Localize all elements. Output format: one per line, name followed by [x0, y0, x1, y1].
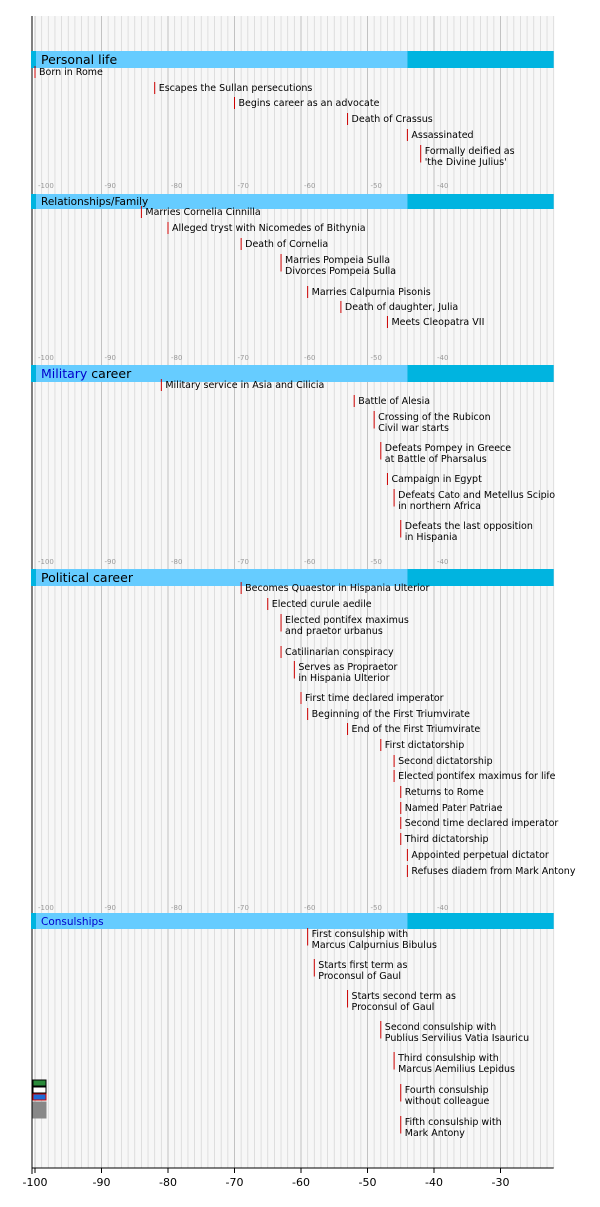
x-tick-label: -70	[225, 1176, 244, 1189]
event-label: at Battle of Pharsalus	[384, 454, 487, 465]
panel-tick-label: -80	[171, 904, 183, 912]
panel-tick-label: -40	[437, 558, 449, 566]
section-title	[41, 196, 148, 208]
event-label: Named Pater Patriae	[404, 803, 503, 814]
event-label: Crossing of the Rubicon	[378, 412, 491, 423]
event-label: First consulship with	[311, 929, 409, 940]
panel-tick-label: -100	[38, 558, 54, 566]
x-tick-label: -50	[358, 1176, 377, 1189]
event-label: Proconsul of Gaul	[351, 1002, 435, 1013]
event-label: Publius Servilius Vatia Isauricu	[384, 1033, 530, 1044]
panel-tick-label: -90	[104, 182, 116, 190]
event-label: Meets Cleopatra VII	[391, 317, 485, 328]
section-band-edge	[31, 913, 36, 929]
panel-tick-label: -40	[437, 354, 449, 362]
section-title-text: Relationships/Family	[41, 196, 149, 208]
event-label: Beginning of the First Triumvirate	[311, 709, 471, 720]
event-label: 'the Divine Julius'	[424, 157, 507, 168]
legend-swatch	[33, 1094, 46, 1100]
event-label: Escapes the Sullan persecutions	[158, 83, 313, 94]
section-title	[41, 570, 134, 585]
section-title-text: Personal life	[41, 52, 118, 67]
section-title	[41, 916, 104, 928]
x-tick-label: -80	[159, 1176, 177, 1189]
panel-tick-label: -100	[38, 182, 54, 190]
section-band-edge	[31, 51, 36, 68]
event-label: Mark Antony	[404, 1128, 465, 1139]
event-label: Marcus Calpurnius Bibulus	[311, 940, 437, 951]
panel-tick-label: -50	[370, 354, 382, 362]
panel-tick-label: -60	[304, 558, 316, 566]
event-label: Elected pontifex maximus for life	[398, 771, 556, 782]
event-label: Defeats the last opposition	[404, 521, 533, 532]
panel-tick-label: -100	[38, 354, 54, 362]
event-label: Military service in Asia and Cilicia	[165, 380, 325, 391]
event-label: Elected pontifex maximus	[285, 615, 409, 626]
event-label: Defeats Cato and Metellus Scipio	[398, 490, 556, 501]
event-label: First dictatorship	[384, 740, 465, 751]
event-label: Civil war starts	[378, 423, 449, 434]
legend-swatch	[33, 1080, 46, 1086]
event-label: Refuses diadem from Mark Antony	[411, 866, 576, 877]
event-label: in northern Africa	[398, 501, 481, 512]
section-band-right	[407, 913, 553, 929]
panel-tick-label: -50	[370, 558, 382, 566]
event-label: Death of daughter, Julia	[344, 302, 459, 313]
event-label: Defeats Pompey in Greece	[384, 443, 512, 454]
event-label: and praetor urbanus	[285, 626, 383, 637]
section-band-right	[407, 365, 553, 382]
panel-tick-label: -80	[171, 558, 183, 566]
panel-tick-label: -70	[237, 558, 249, 566]
event-label: Marries Cornelia Cinnilla	[145, 207, 261, 218]
x-tick-label: -60	[292, 1176, 310, 1189]
panel-tick-label: -90	[104, 354, 116, 362]
event-label: Fifth consulship with	[404, 1117, 502, 1128]
event-label: Assassinated	[411, 130, 474, 141]
event-label: Death of Cornelia	[245, 239, 329, 250]
event-label: Returns to Rome	[404, 787, 484, 798]
event-label: Starts first term as	[318, 960, 408, 971]
section-band-edge	[31, 365, 36, 382]
event-label: End of the First Triumvirate	[351, 724, 481, 735]
panel-tick-label: -70	[237, 354, 249, 362]
event-label: Divorces Pompeia Sulla	[285, 266, 397, 277]
event-label: in Hispania Ulterior	[298, 673, 390, 684]
panel-tick-label: -60	[304, 904, 316, 912]
event-label: Alleged tryst with Nicomedes of Bithynia	[172, 223, 366, 234]
event-label: Second consulship with	[384, 1022, 497, 1033]
event-label: Marcus Aemilius Lepidus	[398, 1064, 516, 1075]
panel-tick-label: -40	[437, 904, 449, 912]
event-label: Third dictatorship	[404, 834, 489, 845]
event-label: Second dictatorship	[398, 756, 493, 767]
x-tick-label: -40	[425, 1176, 443, 1189]
section-band-right	[407, 51, 553, 68]
panel-tick-label: -90	[104, 558, 116, 566]
event-label: Battle of Alesia	[358, 396, 431, 407]
section-title	[41, 52, 117, 67]
event-label: Becomes Quaestor in Hispania Ulterior	[245, 583, 430, 594]
event-label: Marries Calpurnia Pisonis	[311, 287, 431, 298]
section-title-highlight: Military	[41, 366, 88, 381]
section-title-highlight: Consulships	[41, 916, 104, 928]
event-label: First time declared imperator	[305, 693, 444, 704]
event-label: in Hispania	[404, 532, 458, 543]
section-band-edge	[31, 194, 36, 209]
legend-swatch	[33, 1087, 46, 1093]
x-tick-label: -100	[22, 1176, 48, 1189]
event-label: Begins career as an advocate	[238, 98, 380, 109]
event-label: Campaign in Egypt	[391, 474, 482, 485]
section-band-edge	[31, 569, 36, 586]
section-title-rest: career	[87, 366, 132, 381]
event-label: Third consulship with	[398, 1053, 499, 1064]
event-label: Born in Rome	[39, 67, 103, 78]
panel-tick-label: -70	[237, 904, 249, 912]
panel-tick-label: -80	[171, 182, 183, 190]
section-title	[41, 366, 132, 381]
event-label: Fourth consulship	[404, 1085, 489, 1096]
panel-tick-label: -60	[304, 182, 316, 190]
event-label: Catilinarian conspiracy	[285, 647, 394, 658]
event-label: Elected curule aedile	[271, 599, 372, 610]
panel-tick-label: -70	[237, 182, 249, 190]
panel-tick-label: -40	[437, 182, 449, 190]
event-label: Proconsul of Gaul	[318, 971, 402, 982]
event-label: Appointed perpetual dictator	[411, 850, 549, 861]
event-label: Formally deified as	[424, 146, 515, 157]
panel-tick-label: -50	[370, 904, 382, 912]
x-tick-label: -90	[92, 1176, 111, 1189]
section-title-text: Political career	[41, 570, 133, 585]
event-label: Marries Pompeia Sulla	[285, 255, 391, 266]
panel-tick-label: -60	[304, 354, 316, 362]
panel-tick-label: -100	[38, 904, 54, 912]
panel-tick-label: -80	[171, 354, 183, 362]
event-label: Second time declared imperator	[404, 818, 559, 829]
panel-tick-label: -50	[370, 182, 382, 190]
x-tick-label: -30	[491, 1176, 510, 1189]
event-label: Serves as Propraetor	[298, 662, 398, 673]
event-label: Starts second term as	[351, 991, 456, 1002]
event-label: without colleague	[404, 1096, 490, 1107]
legend-swatch	[33, 1102, 46, 1118]
section-band-right	[407, 194, 553, 209]
panel-tick-label: -90	[104, 904, 116, 912]
event-label: Death of Crassus	[351, 114, 433, 125]
